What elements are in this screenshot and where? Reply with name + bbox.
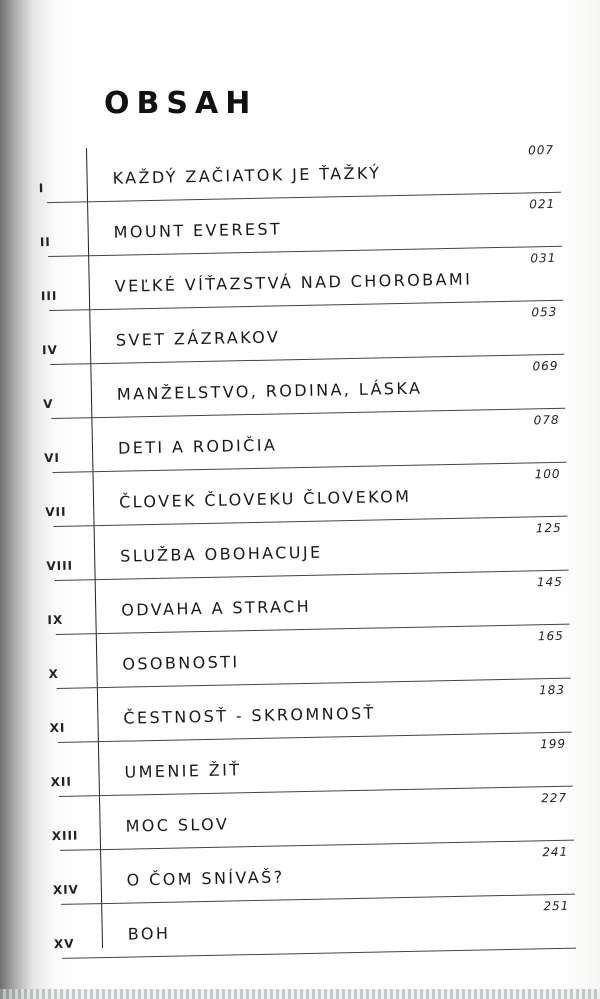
chapter-number: V: [42, 396, 54, 412]
chapter-number: II: [39, 235, 51, 250]
chapter-title: KAŽDÝ ZAČIATOK JE ŤAŽKÝ: [112, 163, 382, 188]
chapter-number: XI: [49, 720, 66, 736]
chapter-title: VEĽKÉ VÍŤAZSTVÁ NAD CHOROBAMI: [114, 269, 473, 296]
page-number: 053: [531, 304, 558, 320]
chapter-number: XIV: [52, 882, 80, 898]
page-number: 021: [529, 196, 556, 212]
chapter-title: ODVAHA A STRACH: [121, 596, 312, 620]
page-number: 069: [532, 358, 559, 374]
page-title: OBSAH: [104, 86, 258, 121]
page-number: 241: [542, 844, 569, 860]
chapter-number: VI: [44, 450, 61, 466]
chapter-number: X: [48, 666, 59, 682]
page-number: 227: [541, 790, 568, 806]
chapter-number: XV: [53, 936, 75, 952]
chapter-number: IV: [41, 342, 58, 358]
page-number: 199: [539, 736, 567, 752]
page-number: 125: [535, 520, 562, 536]
page-number: 251: [543, 898, 570, 914]
chapter-title: BOH: [127, 923, 171, 944]
chapter-number: IX: [47, 612, 64, 628]
page-number: 078: [533, 412, 560, 428]
page-number: 183: [538, 682, 566, 698]
chapter-title: UMENIE ŽIŤ: [124, 760, 242, 782]
chapter-title: ČESTNOSŤ - SKROMNOSŤ: [123, 703, 376, 728]
chapter-number: VII: [45, 504, 67, 520]
chapter-number: III: [40, 288, 58, 304]
toc-entry: [51, 895, 576, 960]
page-number: 031: [530, 250, 557, 266]
page-number: 145: [536, 574, 563, 590]
chapter-title: SLUŽBA OBOHACUJE: [119, 542, 323, 566]
chapter-title: DETI A RODIČIA: [117, 435, 278, 458]
row-divider: [62, 948, 576, 959]
chapter-title: MOUNT EVEREST: [113, 219, 283, 242]
chapter-title: MANŽELSTVO, RODINA, LÁSKA: [116, 378, 423, 404]
chapter-title: ČLOVEK ČLOVEKU ČLOVEKOM: [118, 486, 412, 512]
page-number: 165: [537, 628, 565, 644]
chapter-title: O ČOM SNÍVAŠ?: [126, 867, 285, 890]
chapter-title: SVET ZÁZRAKOV: [115, 327, 281, 350]
page-number: 007: [528, 142, 555, 158]
chapter-number: XII: [50, 774, 73, 790]
page-edge: [0, 989, 600, 999]
chapter-number: I: [38, 181, 45, 196]
page-number: 100: [534, 466, 561, 482]
chapter-number: VIII: [46, 558, 74, 574]
chapter-title: MOC SLOV: [125, 814, 230, 836]
chapter-number: XIII: [51, 828, 79, 844]
table-of-contents: [0, 138, 600, 950]
chapter-title: OSOBNOSTI: [122, 652, 240, 674]
